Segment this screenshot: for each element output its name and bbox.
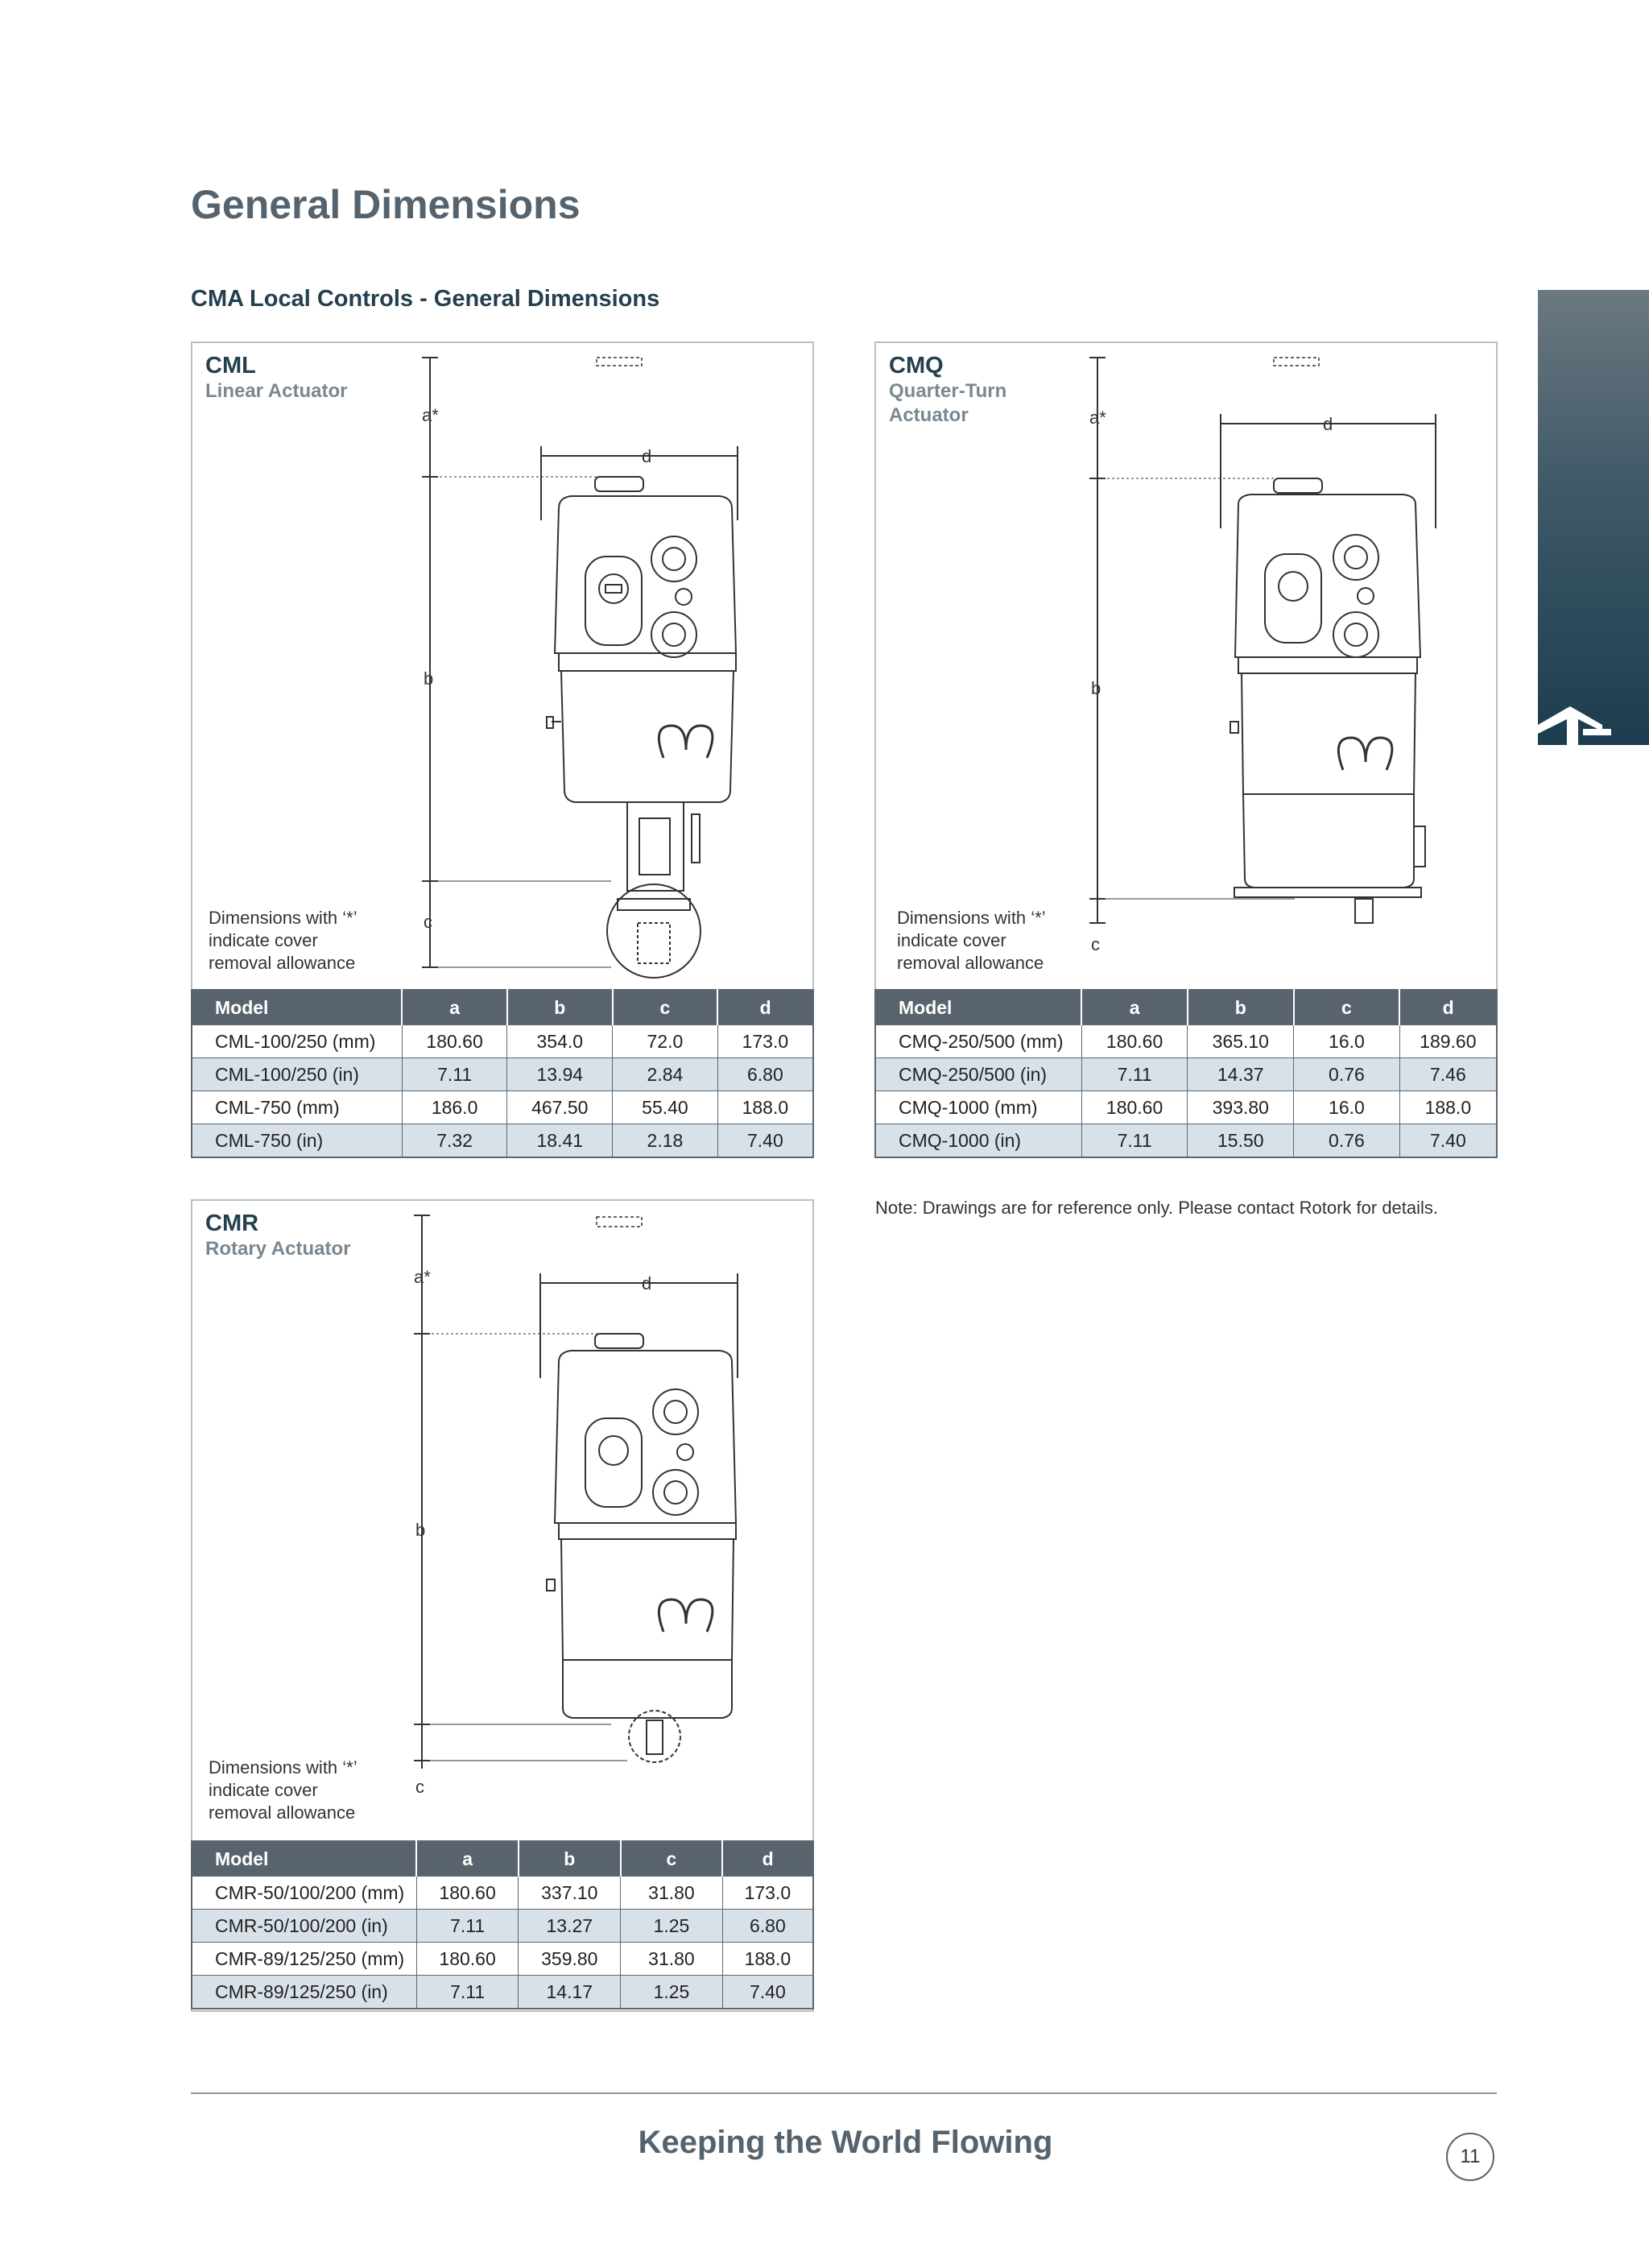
dim-label-d: d [1323,414,1333,434]
table-row [192,1910,813,1943]
table-row [192,1025,813,1058]
table-row [192,1877,813,1910]
dims-note-line: Dimensions with ‘*’ [209,1757,357,1778]
table-cell: 173.0 [717,1025,813,1058]
table-row [875,1058,1497,1091]
cmr-actuator-drawing [192,1201,812,1845]
table-cell: CMR-50/100/200 (mm) [192,1877,416,1910]
table-header-row [875,990,1497,1025]
dims-note-line: Dimensions with ‘*’ [897,908,1046,928]
table-cell: 7.11 [416,1910,519,1943]
side-tab [1538,290,1649,745]
dim-label-a: a* [1089,408,1106,428]
column-header: b [1188,990,1294,1025]
table-cell: CML-100/250 (mm) [192,1025,402,1058]
table-cell: 1.25 [621,1976,723,2009]
table-cell: 189.60 [1399,1025,1497,1058]
table-cell: 188.0 [717,1091,813,1124]
table-cell: 16.0 [1294,1025,1400,1058]
dim-label-a: a* [422,405,439,425]
footer-divider [191,2092,1497,2094]
table-cell: 1.25 [621,1910,723,1943]
dims-note-line: indicate cover [209,1780,318,1800]
table-cell: 188.0 [1399,1091,1497,1124]
table-cell: 7.11 [416,1976,519,2009]
dims-note-line: indicate cover [209,930,318,950]
column-header: a [402,990,507,1025]
table-cell: 7.32 [402,1124,507,1158]
column-header: b [507,990,613,1025]
table-cell: 188.0 [722,1943,813,1976]
cmr-panel [191,1199,814,2012]
column-header: a [1081,990,1188,1025]
table-cell: 180.60 [402,1025,507,1058]
table-cell: 55.40 [613,1091,718,1124]
table-cell: 18.41 [507,1124,613,1158]
table-cell: 365.10 [1188,1025,1294,1058]
table-row [875,1025,1497,1058]
table-cell: 180.60 [1081,1091,1188,1124]
column-header: b [519,1841,621,1877]
table-cell: CML-750 (mm) [192,1091,402,1124]
table-cell: CML-100/250 (in) [192,1058,402,1091]
table-row [192,1124,813,1158]
page-number: 11 [1446,2133,1494,2181]
table-cell: 13.27 [519,1910,621,1943]
model-name: CML [205,353,256,379]
column-header: Model [875,990,1081,1025]
dims-note-line: removal allowance [209,953,356,973]
model-subtitle: Rotary Actuator [205,1238,351,1260]
dims-note [897,907,1046,975]
table-cell: CMR-89/125/250 (in) [192,1976,416,2009]
cml-dimensions-table [191,989,814,1158]
model-subtitle: Linear Actuator [205,380,348,402]
cmq-panel [874,341,1498,1158]
table-header-row [192,1841,813,1877]
table-cell: 186.0 [402,1091,507,1124]
column-header: c [613,990,718,1025]
column-header: Model [192,1841,416,1877]
table-cell: 6.80 [717,1058,813,1091]
table-cell: 2.18 [613,1124,718,1158]
cml-actuator-drawing [192,343,812,987]
cmq-dimensions-table [874,989,1498,1158]
dims-note-line: indicate cover [897,930,1006,950]
cmr-dimensions-table [191,1840,814,2009]
table-cell: 7.46 [1399,1058,1497,1091]
table-cell: 180.60 [416,1877,519,1910]
column-header: d [1399,990,1497,1025]
dim-label-b: b [415,1520,426,1540]
table-cell: 359.80 [519,1943,621,1976]
cmq-actuator-drawing [876,343,1496,987]
column-header: a [416,1841,519,1877]
table-cell: CMQ-1000 (mm) [875,1091,1081,1124]
table-cell: CMR-50/100/200 (in) [192,1910,416,1943]
table-cell: 31.80 [621,1943,723,1976]
table-row [192,1976,813,2009]
table-cell: 7.11 [1081,1058,1188,1091]
dim-label-c: c [1091,934,1100,954]
model-name: CMQ [889,353,944,379]
table-cell: 467.50 [507,1091,613,1124]
table-cell: 7.11 [1081,1124,1188,1158]
table-row [192,1058,813,1091]
table-cell: 13.94 [507,1058,613,1091]
dims-note-line: removal allowance [209,1802,356,1823]
section-title: CMA Local Controls - General Dimensions [191,286,660,312]
table-cell: CML-750 (in) [192,1124,402,1158]
table-cell: 6.80 [722,1910,813,1943]
table-cell: 7.40 [717,1124,813,1158]
table-cell: 180.60 [416,1943,519,1976]
table-cell: 173.0 [722,1877,813,1910]
table-header-row [192,990,813,1025]
table-cell: 16.0 [1294,1091,1400,1124]
dims-note [209,907,357,975]
dim-label-c: c [424,912,432,932]
model-name: CMR [205,1211,259,1236]
dim-label-d: d [642,1273,652,1293]
table-cell: 0.76 [1294,1058,1400,1091]
column-header: d [722,1841,813,1877]
column-header: Model [192,990,402,1025]
tab-arrow-icon [1538,664,1649,745]
page-title: General Dimensions [191,182,581,227]
model-subtitle: Quarter-Turn [889,380,1007,402]
reference-note: Note: Drawings are for reference only. Please contact Rotork for details. [875,1198,1439,1218]
dims-note-line: Dimensions with ‘*’ [209,908,357,928]
table-cell: 15.50 [1188,1124,1294,1158]
cml-panel [191,341,814,1158]
table-cell: 2.84 [613,1058,718,1091]
table-row [192,1091,813,1124]
dim-label-a: a* [414,1267,431,1287]
table-cell: 7.40 [1399,1124,1497,1158]
dim-label-b: b [424,668,434,689]
dim-label-c: c [415,1777,424,1797]
table-cell: 14.37 [1188,1058,1294,1091]
dims-note [209,1757,357,1824]
table-cell: 7.40 [722,1976,813,2009]
dim-label-b: b [1091,678,1101,698]
footer-slogan: Keeping the World Flowing [638,2125,1053,2160]
table-cell: 180.60 [1081,1025,1188,1058]
table-row [192,1943,813,1976]
column-header: d [717,990,813,1025]
table-cell: CMR-89/125/250 (mm) [192,1943,416,1976]
table-cell: CMQ-1000 (in) [875,1124,1081,1158]
table-cell: 72.0 [613,1025,718,1058]
table-cell: 0.76 [1294,1124,1400,1158]
column-header: c [621,1841,723,1877]
table-row [875,1124,1497,1158]
dim-label-d: d [642,446,652,466]
table-cell: 354.0 [507,1025,613,1058]
table-row [875,1091,1497,1124]
table-cell: 31.80 [621,1877,723,1910]
table-cell: CMQ-250/500 (mm) [875,1025,1081,1058]
table-cell: 7.11 [402,1058,507,1091]
table-cell: 337.10 [519,1877,621,1910]
table-cell: 393.80 [1188,1091,1294,1124]
dims-note-line: removal allowance [897,953,1044,973]
table-cell: CMQ-250/500 (in) [875,1058,1081,1091]
model-subtitle: Actuator [889,404,969,426]
table-cell: 14.17 [519,1976,621,2009]
column-header: c [1294,990,1400,1025]
